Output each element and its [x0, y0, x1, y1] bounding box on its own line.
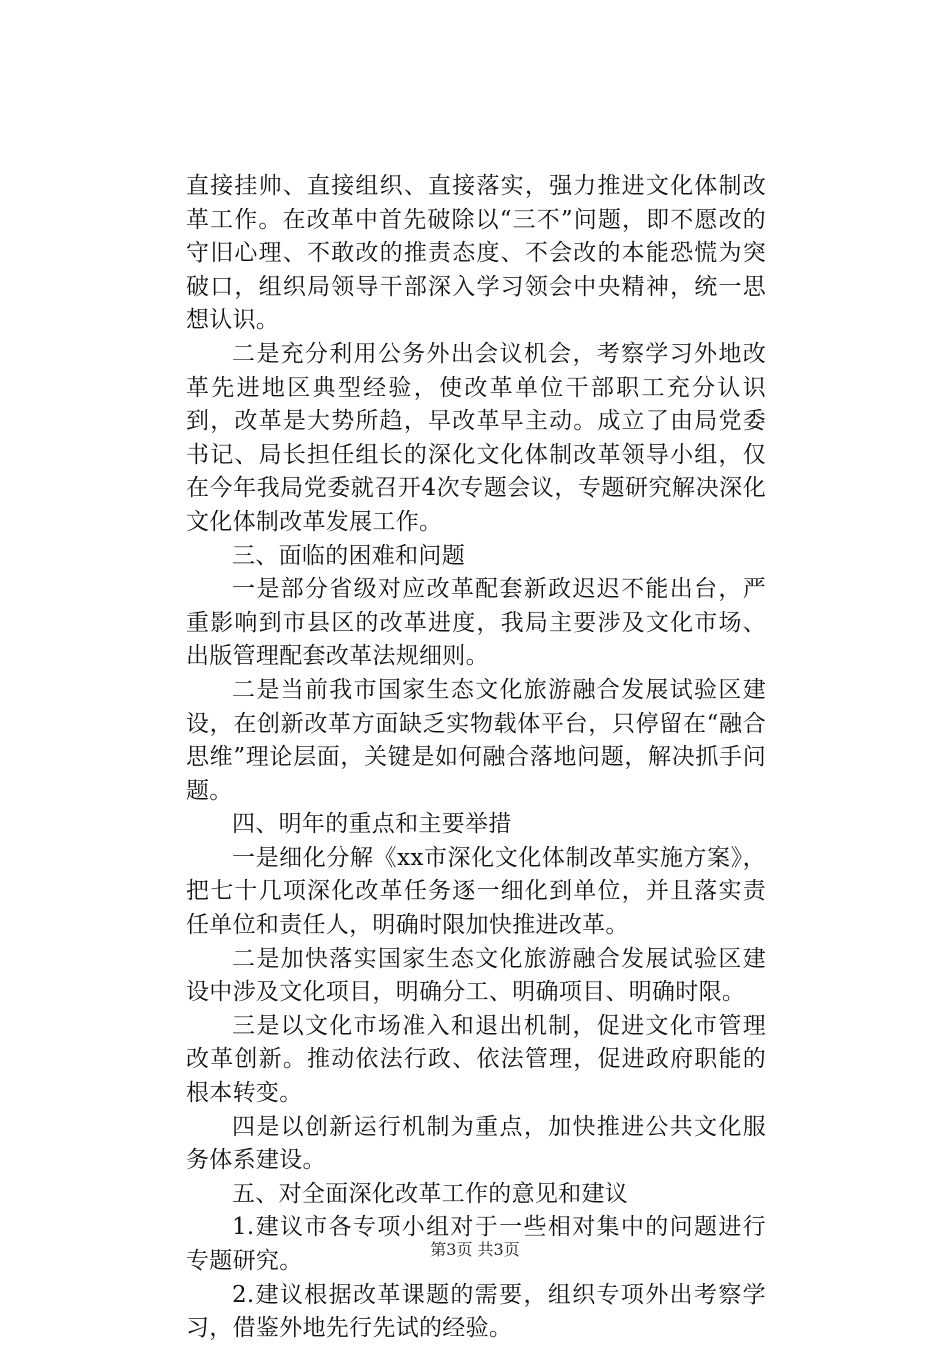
paragraph-5: 二是当前我市国家生态文化旅游融合发展试验区建设，在创新改革方面缺乏实物载体平台，只停留在“融合思维”理论层面，关键是如何融合落地问题，解决抓手问题。: [186, 676, 766, 804]
section-heading-4: 四、明年的重点和主要举措: [232, 811, 512, 838]
section-heading-3: 三、面临的困难和问题: [232, 542, 465, 569]
paragraph-4: 一是部分省级对应改革配套新政迟迟不能出台，严重影响到市县区的改革进度，我局主要涉及文化市场、出版管理配套改革法规细则。: [186, 576, 766, 670]
paragraph-7: 一是细化分解《xx市深化文化体制改革实施方案》，把七十几项深化改革任务逐一细化到单位，并且落实责任单位和责任人，明确时限加快推进改革。: [186, 844, 766, 939]
paragraph-9: 三是以文化市场准入和退出机制，促进文化市管理改革创新。推动依法行政、依法管理，促进政府职能的根本转变。: [186, 1012, 766, 1107]
paragraph-13: 2.建议根据改革课题的需要，组织专项外出考察学习，借鉴外地先行先试的经验。: [186, 1281, 766, 1342]
paragraph-1: 直接挂帅、直接组织、直接落实，强力推进文化体制改革工作。在改革中首先破除以“三不”问题，即不愿改的守旧心理、不敢改的推责态度、不会改的本能恐慌为突破口，组织局领导干部深入学习领会中央精神，统一思想认识。: [186, 173, 766, 334]
paragraph-8: 二是加快落实国家生态文化旅游融合发展试验区建设中涉及文化项目，明确分工、明确项目、明确时限。: [186, 945, 766, 1006]
page-footer: [0, 1240, 950, 1260]
paragraph-10: 四是以创新运行机制为重点，加快推进公共文化服务体系建设。: [186, 1113, 766, 1174]
document-body: [186, 170, 766, 1346]
paragraph-12: 1.建议市各专项小组对于一些相对集中的问题进行专题研究。: [186, 1214, 766, 1274]
page-number-label: 第3页 共3页: [430, 1240, 520, 1259]
section-heading-5: 五、对全面深化改革工作的意见和建议: [232, 1180, 629, 1207]
paragraph-2: 二是充分利用公务外出会议机会，考察学习外地改革先进地区典型经验，使改革单位干部职工充分认识到，改革是大势所趋，早改革早主动。成立了由局党委书记、局长担任组长的深化文化体制改革领导小组，仅在今年我局党委就召开4次专题会议，专题研究解决深化文化体制改革发展工作。: [186, 340, 766, 535]
